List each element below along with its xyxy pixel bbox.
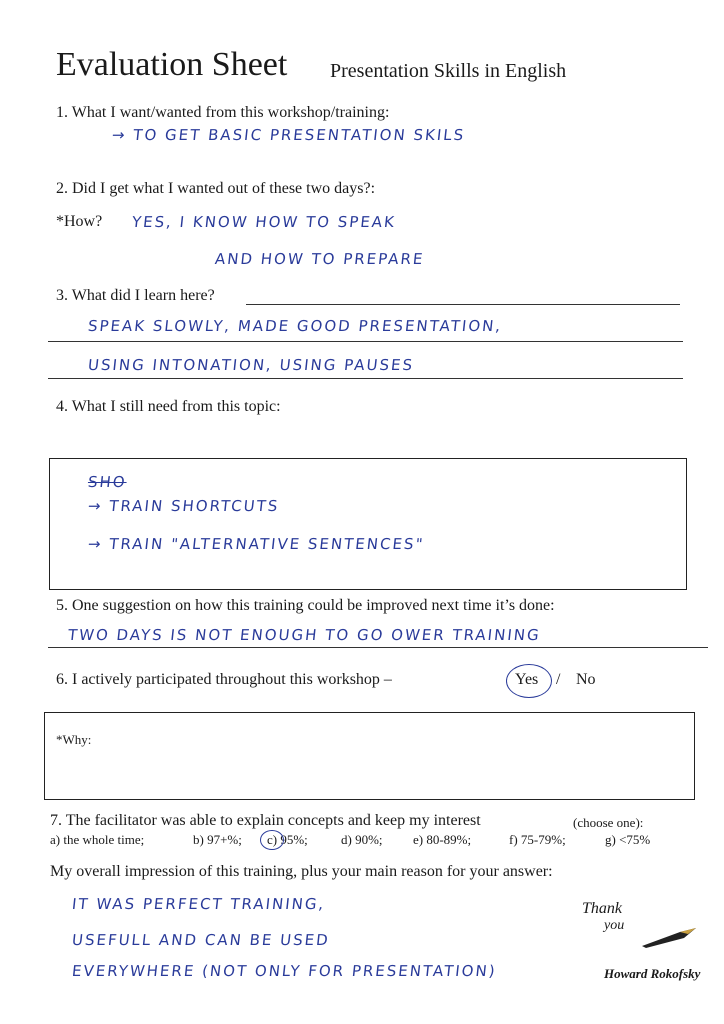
question-4-answer-box <box>49 458 687 590</box>
option-d: d) 90%; <box>341 832 383 847</box>
question-6-slash: / <box>556 671 561 688</box>
question-7-label: 7. The facilitator was able to explain concepts and keep my interest <box>50 812 481 829</box>
question-7-choose-note: (choose one): <box>573 815 644 830</box>
fountain-pen-icon <box>640 926 700 950</box>
question-5-label: 5. One suggestion on how this training could be improved next time it’s done: <box>56 597 555 614</box>
question-2-label: 2. Did I get what I wanted out of these two days?: <box>56 180 376 197</box>
question-3-rule-3 <box>48 378 683 379</box>
page-title: Evaluation Sheet <box>56 46 288 83</box>
question-5-rule <box>48 647 708 648</box>
overall-impression-label: My overall impression of this training, plus your main reason for your answer: <box>50 863 553 880</box>
question-5-answer: TWO DAYS IS NOT ENOUGH TO GO OWER TRAINING <box>67 626 542 644</box>
question-6-no: No <box>576 671 596 688</box>
thank-text: Thank <box>582 900 622 917</box>
overall-answer-line2: USEFULL AND CAN BE USED <box>71 931 331 949</box>
question-1-label: 1. What I want/wanted from this workshop/training: <box>56 104 390 121</box>
option-c: c) 95%; <box>267 832 308 847</box>
question-6-why-label: *Why: <box>56 732 92 747</box>
question-4-answer-line2: → TRAIN "ALTERNATIVE SENTENCES" <box>87 535 426 553</box>
question-6-yes: Yes <box>515 671 539 688</box>
question-4-answer-line1: → TRAIN SHORTCUTS <box>87 497 281 515</box>
yes-circle-mark <box>506 664 552 698</box>
option-g: g) <75% <box>605 832 651 847</box>
question-4-label: 4. What I still need from this topic: <box>56 398 281 415</box>
question-6-label: 6. I actively participated throughout this workshop – <box>56 671 392 688</box>
overall-answer-line1: IT WAS PERFECT TRAINING, <box>71 895 327 913</box>
option-c-circle-mark <box>260 830 284 850</box>
question-3-answer-line1: SPEAK SLOWLY, MADE GOOD PRESENTATION, <box>87 317 504 335</box>
option-f: f) 75-79%; <box>509 832 566 847</box>
question-3-answer-line2: USING INTONATION, USING PAUSES <box>87 356 415 374</box>
question-2-answer-line2: AND HOW TO PREPARE <box>214 250 426 268</box>
option-e: e) 80-89%; <box>413 832 472 847</box>
you-text: you <box>604 918 625 933</box>
question-3-rule-2 <box>48 341 683 342</box>
page-subtitle: Presentation Skills in English <box>330 60 567 82</box>
signature-name: Howard Rokofsky <box>604 966 701 981</box>
question-2-how-label: *How? <box>56 213 103 230</box>
question-6-why-box <box>44 712 695 800</box>
question-1-answer: → TO GET BASIC PRESENTATION SKILS <box>111 126 467 144</box>
question-3-rule-1 <box>246 304 680 305</box>
question-2-answer-line1: YES, I KNOW HOW TO SPEAK <box>131 213 397 231</box>
option-b: b) 97+%; <box>193 832 242 847</box>
overall-answer-line3: EVERYWHERE (NOT ONLY FOR PRESENTATION) <box>71 962 498 980</box>
question-3-label: 3. What did I learn here? <box>56 287 215 304</box>
option-a: a) the whole time; <box>50 832 145 847</box>
question-4-struck-text: SHO <box>87 473 128 491</box>
